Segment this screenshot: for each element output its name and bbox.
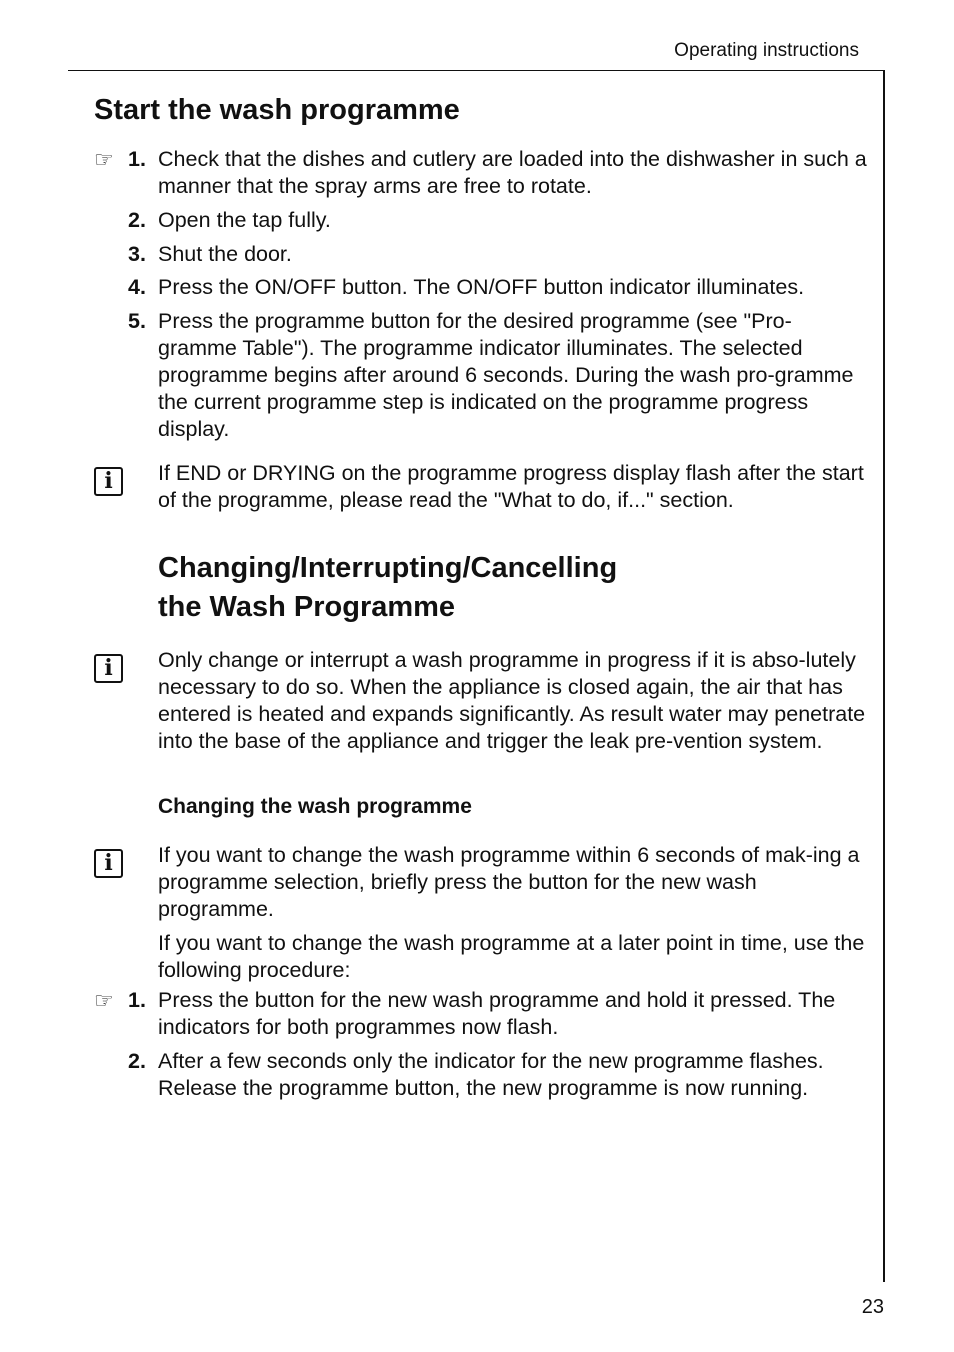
section-title-line: Changing/Interrupting/Cancelling xyxy=(158,552,618,584)
step-text: Press the ON/OFF button. The ON/OFF button indicator illuminates. xyxy=(158,275,805,299)
step-item xyxy=(128,274,868,301)
step-number: 2. xyxy=(128,1049,146,1073)
step-item xyxy=(128,241,868,268)
step-number: 4. xyxy=(128,275,146,299)
step-text: Check that the dishes and cutlery are loaded into the dishwasher in such a manner that the spray arms are free to rotate. xyxy=(158,147,867,198)
step-number: 1. xyxy=(128,988,146,1012)
step-item xyxy=(128,207,868,234)
page-number: 23 xyxy=(861,1296,884,1318)
step-text: Shut the door. xyxy=(158,242,292,266)
step-text: Open the tap fully. xyxy=(158,208,331,232)
info-note: If END or DRYING on the programme progress display flash after the start of the programme, please read the "What to do, if..." section. xyxy=(158,461,864,512)
step-number: 3. xyxy=(128,242,146,266)
step-item xyxy=(128,146,868,200)
step-text: Press the programme button for the desired programme (see "Pro-gramme Table"). The programme indicator illuminates. The selected programme begins after around 6 seconds. During the wash pro-gramme the current programme step is indicated on the programme progress display. xyxy=(158,309,854,441)
section-title-line: the Wash Programme xyxy=(158,591,456,623)
step-number: 1. xyxy=(128,147,146,171)
pointing-hand-icon: ☞ xyxy=(94,988,114,1013)
section-title-start: Start the wash programme xyxy=(94,94,460,126)
step-item xyxy=(128,987,868,1041)
header-rule xyxy=(68,70,885,71)
step-text: Press the button for the new wash programme and hold it pressed. The indicators for both programmes now flash. xyxy=(158,988,836,1039)
step-item xyxy=(128,308,868,443)
paragraph: If you want to change the wash programme at a later point in time, use the following procedure: xyxy=(158,931,865,982)
section-title-changing xyxy=(158,549,617,627)
subheading: Changing the wash programme xyxy=(158,795,472,818)
info-note: Only change or interrupt a wash programme in progress if it is abso-lutely necessary to do so. When the appliance is closed again, the air that has entered is heated and expands significantly. As result water may penetrate into the base of the appliance and trigger the leak pre-vention system. xyxy=(158,648,866,753)
margin-rule xyxy=(883,70,885,1282)
running-head: Operating instructions xyxy=(674,40,859,61)
step-number: 5. xyxy=(128,309,146,333)
info-note: If you want to change the wash programme within 6 seconds of mak-ing a programme selection, briefly press the button for the new wash programme. xyxy=(158,843,860,921)
pointing-hand-icon: ☞ xyxy=(94,147,114,172)
step-text: After a few seconds only the indicator for the new programme flashes. Release the programme button, the new programme is now running. xyxy=(158,1049,824,1100)
info-icon: i xyxy=(94,467,123,496)
step-number: 2. xyxy=(128,208,146,232)
info-icon: i xyxy=(94,654,123,683)
info-icon: i xyxy=(94,849,123,878)
step-item xyxy=(128,1048,868,1102)
